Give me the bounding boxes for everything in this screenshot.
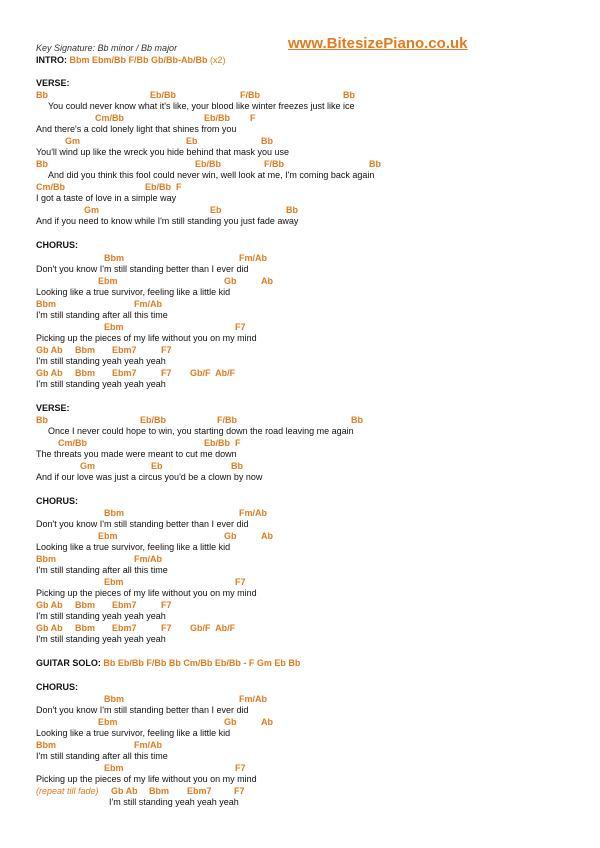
chord: Ebm <box>98 531 118 541</box>
chord: F7 <box>235 763 246 773</box>
chord: Bb <box>261 136 273 146</box>
chord: F <box>250 113 256 123</box>
chord: Bb <box>351 415 363 425</box>
lyric-line: And there's a cold lonely light that shines from you <box>36 124 237 134</box>
chord: F/Bb <box>240 90 260 100</box>
chord: Gb <box>224 276 237 286</box>
lyric-line: And if you need to know while I'm still standing you just fade away <box>36 216 299 226</box>
chord: F7 <box>161 345 172 355</box>
chord: Gb Ab <box>36 345 63 355</box>
lyric-line: Picking up the pieces of my life without you on my mind <box>36 774 257 784</box>
chord: Ab <box>261 717 273 727</box>
lyric-line: And did you think this fool could never win, well look at me, I'm coming back again <box>48 170 375 180</box>
chord: Gb/F Ab/F <box>190 623 236 633</box>
chord: Bbm <box>75 600 95 610</box>
chord: Bb <box>36 415 48 425</box>
chord: Gm <box>65 136 81 146</box>
chord: Bbm <box>104 508 124 518</box>
chord: Ab <box>261 276 273 286</box>
chord: F7 <box>235 322 246 332</box>
chord: Fm/Ab <box>239 694 267 704</box>
chord: Bb <box>231 461 243 471</box>
guitar-solo-chords: Bb Eb/Bb F/Bb Bb Cm/Bb Eb/Bb - F Gm Eb Bb <box>103 658 301 668</box>
intro-label: INTRO: <box>36 55 67 65</box>
chord: Ab <box>261 531 273 541</box>
chord: Fm/Ab <box>239 508 267 518</box>
chord: Ebm <box>104 577 124 587</box>
chord: Fm/Ab <box>239 253 267 263</box>
chord: Bbm <box>36 554 56 564</box>
verse-heading: VERSE: <box>36 403 70 413</box>
chord: F/Bb <box>217 415 237 425</box>
lyric-line: I'm still standing yeah yeah yeah <box>36 611 166 621</box>
lyric-line: Don't you know I'm still standing better than I ever did <box>36 519 249 529</box>
lyric-line: Once I never could hope to win, you starting down the road leaving me again <box>48 426 354 436</box>
lyric-line: Looking like a true survivor, feeling like a little kid <box>36 287 231 297</box>
lyric-line: I'm still standing after all this time <box>36 565 168 575</box>
chord: Gm <box>84 205 100 215</box>
lyric-line: I'm still standing yeah yeah yeah <box>36 634 166 644</box>
chord: Ebm7 <box>112 600 137 610</box>
chord: Ebm7 <box>112 345 137 355</box>
lyric-line: Picking up the pieces of my life without you on my mind <box>36 333 257 343</box>
chord: Bbm <box>36 299 56 309</box>
chord: Eb/Bb <box>195 159 221 169</box>
chord: Gm <box>80 461 96 471</box>
chord: F/Bb <box>264 159 284 169</box>
chord: Gb Ab <box>36 600 63 610</box>
chord: Fm/Ab <box>134 299 162 309</box>
chord: Fm/Ab <box>134 740 162 750</box>
chord: Bb <box>369 159 381 169</box>
chord: F7 <box>161 368 172 378</box>
lyric-line: I got a taste of love in a simple way <box>36 193 177 203</box>
chord: Cm/Bb <box>36 182 65 192</box>
chord: Bb <box>36 159 48 169</box>
chord: Bbm <box>75 623 95 633</box>
intro-line <box>36 55 226 65</box>
chord: Bbm <box>75 368 95 378</box>
chord: F7 <box>161 600 172 610</box>
chord: Eb/Bb <box>204 113 230 123</box>
website-link[interactable]: www.BitesizePiano.co.uk <box>288 35 468 52</box>
chord: Eb <box>151 461 163 471</box>
chord: Bbm <box>75 345 95 355</box>
chord: Gb <box>224 717 237 727</box>
chord: F7 <box>161 623 172 633</box>
lyric-line: Picking up the pieces of my life without you on my mind <box>36 588 257 598</box>
lyric-line: And if our love was just a circus you'd be a clown by now <box>36 472 263 482</box>
chord: Bbm <box>36 740 56 750</box>
chorus-heading: CHORUS: <box>36 496 78 506</box>
chord: Gb Ab <box>36 623 63 633</box>
chord: Gb/F Ab/F <box>190 368 236 378</box>
chord: Ebm <box>104 322 124 332</box>
lyric-line: Don't you know I'm still standing better than I ever did <box>36 705 249 715</box>
chord: F7 <box>235 577 246 587</box>
guitar-solo-line <box>36 658 300 668</box>
chord: Ebm7 <box>112 368 137 378</box>
chord: Ebm <box>98 276 118 286</box>
chord: Bb <box>286 205 298 215</box>
chord: Ebm7 <box>112 623 137 633</box>
lyric-line: I'm still standing after all this time <box>36 310 168 320</box>
chord: Bb <box>36 90 48 100</box>
chord: Eb/Bb <box>150 90 176 100</box>
chord: Fm/Ab <box>134 554 162 564</box>
lyric-line: I'm still standing yeah yeah yeah <box>36 356 166 366</box>
chord: Gb <box>224 531 237 541</box>
lyric-line: Don't you know I'm still standing better than I ever did <box>36 264 249 274</box>
chord: Cm/Bb <box>95 113 124 123</box>
lyric-line: Looking like a true survivor, feeling like a little kid <box>36 728 231 738</box>
chord: Eb/Bb F <box>145 182 182 192</box>
chord: Eb/Bb F <box>204 438 241 448</box>
chord: Eb <box>186 136 198 146</box>
lyric-line: You could never know what it's like, your blood like winter freezes just like ice <box>48 101 355 111</box>
lyric-line: Looking like a true survivor, feeling like a little kid <box>36 542 231 552</box>
chorus-heading: CHORUS: <box>36 240 78 250</box>
lyric-line: I'm still standing yeah yeah yeah <box>36 379 166 389</box>
guitar-solo-label: GUITAR SOLO: <box>36 658 101 668</box>
chord: Bb <box>343 90 355 100</box>
repeat-till-fade-note: (repeat till fade) <box>36 786 99 796</box>
intro-repeat: (x2) <box>210 55 226 65</box>
chord: Eb/Bb <box>140 415 166 425</box>
lyric-line: I'm still standing yeah yeah yeah <box>109 797 239 807</box>
chord: Cm/Bb <box>58 438 87 448</box>
chord: Bbm <box>149 786 169 796</box>
chord: Bbm <box>104 253 124 263</box>
chord: Bbm <box>104 694 124 704</box>
chord: Ebm7 <box>187 786 212 796</box>
chorus-heading: CHORUS: <box>36 682 78 692</box>
key-signature: Key Signature: Bb minor / Bb major <box>36 43 178 53</box>
chord: Ebm <box>98 717 118 727</box>
lyric-line: You'll wind up like the wreck you hide behind that mask you use <box>36 147 290 157</box>
chord: Gb Ab <box>111 786 138 796</box>
chord: F7 <box>234 786 245 796</box>
verse-heading: VERSE: <box>36 78 70 88</box>
intro-chords: Bbm Ebm/Bb F/Bb Gb/Bb-Ab/Bb <box>69 55 208 65</box>
chord: Eb <box>210 205 222 215</box>
lyric-line: I'm still standing after all this time <box>36 751 168 761</box>
chord: Ebm <box>104 763 124 773</box>
lyric-line: The threats you made were meant to cut me down <box>36 449 237 459</box>
chord: Gb Ab <box>36 368 63 378</box>
